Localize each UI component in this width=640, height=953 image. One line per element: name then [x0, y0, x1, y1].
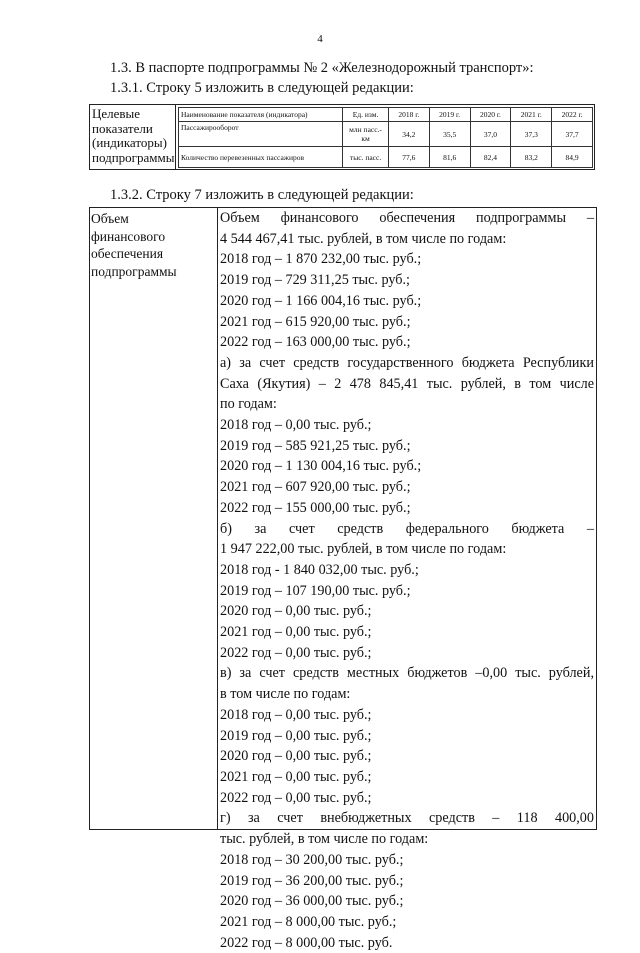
table-header-row	[179, 108, 593, 122]
finance-line: 2021 год – 0,00 тыс. руб.;	[220, 624, 372, 641]
indicator-value: 37,3	[511, 122, 552, 147]
section-heading: 1.3. В паспорте подпрограммы № 2 «Железнодорожный транспорт»:	[110, 60, 534, 76]
finance-line: 2019 год – 0,00 тыс. руб.;	[220, 727, 372, 744]
finance-line: 2018 год – 1 870 232,00 тыс. руб.;	[220, 251, 422, 268]
finance-line: 2021 год – 615 920,00 тыс. руб.;	[220, 313, 411, 330]
header-unit: Ед. изм.	[343, 108, 389, 122]
label-line: Объем	[91, 211, 129, 226]
indicators-table	[89, 104, 595, 170]
finance-line: 2022 год – 0,00 тыс. руб.;	[220, 789, 372, 806]
finance-line: б) за счет средств федерального бюджета –	[220, 520, 594, 537]
finance-line: 2018 год – 30 200,00 тыс. руб.;	[220, 851, 404, 868]
finance-line: г) за счет внебюджетных средств – 118 400,00	[220, 810, 594, 827]
finance-details	[219, 208, 596, 953]
finance-line: 2021 год – 607 920,00 тыс. руб.;	[220, 479, 411, 496]
finance-line: 2020 год – 1 166 004,16 тыс. руб.;	[220, 292, 422, 309]
subsection-heading-row5: 1.3.1. Строку 5 изложить в следующей редакции:	[110, 80, 414, 96]
indicator-value: 77,6	[388, 147, 429, 168]
finance-line: 2022 год – 0,00 тыс. руб.;	[220, 644, 372, 661]
header-year: 2021 г.	[511, 108, 552, 122]
subsection-heading-row7: 1.3.2. Строку 7 изложить в следующей редакции:	[110, 187, 414, 203]
finance-line: 2020 год – 0,00 тыс. руб.;	[220, 603, 372, 620]
finance-line: 2019 год – 107 190,00 тыс. руб.;	[220, 582, 411, 599]
finance-line: в том числе по годам:	[220, 686, 351, 703]
finance-line: 2020 год – 36 000,00 тыс. руб.;	[220, 893, 404, 910]
label-line: (индикаторы)	[92, 135, 167, 150]
indicator-value: 83,2	[511, 147, 552, 168]
header-indicator-name: Наименование показателя (индикатора)	[179, 108, 343, 122]
indicator-name: Количество перевезенных пассажиров	[179, 147, 343, 168]
finance-line: 2022 год – 8 000,00 тыс. руб.	[220, 934, 393, 951]
finance-line: 4 544 467,41 тыс. рублей, в том числе по годам:	[220, 230, 507, 247]
finance-table	[89, 207, 597, 951]
label-line: Целевые	[92, 106, 141, 121]
finance-line: 2020 год – 0,00 тыс. руб.;	[220, 748, 372, 765]
page-number: 4	[317, 33, 323, 45]
finance-line: 2019 год – 36 200,00 тыс. руб.;	[220, 872, 404, 889]
finance-line: 2021 год – 0,00 тыс. руб.;	[220, 768, 372, 785]
finance-line: 2019 год – 585 921,25 тыс. руб.;	[220, 437, 411, 454]
finance-line: 2022 год – 155 000,00 тыс. руб.;	[220, 499, 411, 516]
finance-line: 2019 год – 729 311,25 тыс. руб.;	[220, 272, 410, 289]
table-row	[179, 147, 593, 168]
indicators-inner-table	[178, 107, 593, 168]
finance-line: по годам:	[220, 396, 277, 413]
indicator-unit: тыс. пасс.	[343, 147, 389, 168]
indicator-value: 37,7	[552, 122, 593, 147]
indicator-value: 34,2	[388, 122, 429, 147]
indicator-value: 37,0	[470, 122, 511, 147]
table-row	[179, 122, 593, 147]
finance-line: 2018 год - 1 840 032,00 тыс. руб.;	[220, 561, 419, 578]
indicator-value: 35,5	[429, 122, 470, 147]
finance-line: Объем финансового обеспечения подпрограммы –	[220, 210, 594, 226]
header-year: 2022 г.	[552, 108, 593, 122]
indicators-row-label	[90, 105, 176, 169]
finance-line: 1 947 222,00 тыс. рублей, в том числе по годам:	[220, 541, 507, 558]
finance-line: а) за счет средств государственного бюджета Республики	[220, 354, 594, 371]
label-line: показатели	[92, 120, 153, 136]
indicator-name: Пассажирооборот	[179, 122, 343, 147]
finance-line: 2020 год – 1 130 004,16 тыс. руб.;	[220, 458, 422, 475]
finance-line: в) за счет средств местных бюджетов –0,00 тыс. рублей,	[220, 665, 594, 682]
header-year: 2018 г.	[388, 108, 429, 122]
finance-row-label	[90, 208, 218, 829]
label-line: подпрограммы	[92, 149, 175, 165]
finance-line: 2021 год – 8 000,00 тыс. руб.;	[220, 913, 397, 930]
header-year: 2019 г.	[429, 108, 470, 122]
label-line: обеспечения	[91, 246, 164, 261]
indicator-unit: млн пасс.-км	[343, 122, 389, 147]
finance-line: 2018 год – 0,00 тыс. руб.;	[220, 706, 372, 723]
indicator-value: 84,9	[552, 147, 593, 168]
label-line: подпрограммы	[91, 263, 177, 279]
finance-line: 2018 год – 0,00 тыс. руб.;	[220, 417, 372, 434]
indicator-value: 81,6	[429, 147, 470, 168]
header-year: 2020 г.	[470, 108, 511, 122]
label-line: финансового	[91, 228, 166, 244]
finance-line: 2022 год – 163 000,00 тыс. руб.;	[220, 334, 411, 351]
finance-line: тыс. рублей, в том числе по годам:	[220, 831, 429, 848]
finance-line: Саха (Якутия) – 2 478 845,41 тыс. рублей, в том числе	[220, 375, 594, 392]
indicator-value: 82,4	[470, 147, 511, 168]
